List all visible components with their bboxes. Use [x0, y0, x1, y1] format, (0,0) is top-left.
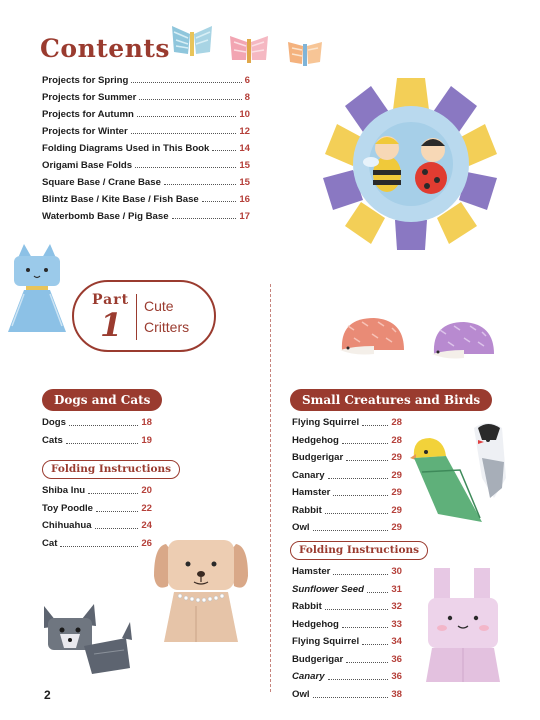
- project-list: [42, 414, 152, 449]
- list-item[interactable]: Chihuahua 24: [42, 517, 152, 535]
- list-item[interactable]: Budgerigar 29: [292, 449, 402, 467]
- toc-item[interactable]: Origami Base Folds 15: [42, 157, 250, 174]
- rabbit-illustration: [420, 564, 506, 688]
- list-item[interactable]: Sunflower Seed 31: [292, 581, 402, 599]
- instructions-heading: Folding Instructions: [42, 460, 180, 479]
- list-item[interactable]: Flying Squirrel 34: [292, 633, 402, 651]
- list-item[interactable]: Cat 26: [42, 535, 152, 553]
- toc-item[interactable]: Projects for Summer 8: [42, 89, 250, 106]
- list-item[interactable]: Owl 29: [292, 519, 402, 537]
- list-item[interactable]: Budgerigar 36: [292, 651, 402, 669]
- project-list: [292, 414, 402, 537]
- toc-item[interactable]: Projects for Winter 12: [42, 123, 250, 140]
- list-item[interactable]: Hamster 29: [292, 484, 402, 502]
- butterfly-icon: [284, 36, 326, 70]
- wreath-illustration: [318, 76, 504, 252]
- toc-item[interactable]: Blintz Base / Kite Base / Fish Base 16: [42, 191, 250, 208]
- cat-illustration: [4, 244, 70, 340]
- dog-illustration: [150, 536, 252, 646]
- toc-item[interactable]: Square Base / Crane Base 15: [42, 174, 250, 191]
- toc-item[interactable]: Projects for Autumn 10: [42, 106, 250, 123]
- list-item[interactable]: Canary 29: [292, 467, 402, 485]
- list-item[interactable]: Hamster 30: [292, 563, 402, 581]
- bird-illustration: [408, 418, 524, 530]
- hedgehog-illustration: [424, 318, 500, 364]
- page-number: 2: [44, 688, 51, 702]
- toc-item[interactable]: Waterbomb Base / Pig Base 17: [42, 208, 250, 225]
- divider: [136, 294, 137, 340]
- part-badge: [72, 280, 216, 352]
- part-label: Part: [92, 292, 130, 308]
- list-item[interactable]: Shiba Inu 20: [42, 482, 152, 500]
- list-item[interactable]: Hedgehog 33: [292, 616, 402, 634]
- list-item[interactable]: Rabbit 32: [292, 598, 402, 616]
- list-item[interactable]: Canary 36: [292, 668, 402, 686]
- table-of-contents: [42, 72, 250, 225]
- list-item[interactable]: Flying Squirrel 28: [292, 414, 402, 432]
- list-item[interactable]: Rabbit 29: [292, 502, 402, 520]
- butterfly-icon: [168, 22, 216, 62]
- chihuahua-illustration: [38, 598, 134, 678]
- part-title: Cute Critters: [144, 298, 190, 335]
- page-title: Contents: [40, 34, 171, 63]
- list-item[interactable]: Hedgehog 28: [292, 432, 402, 450]
- toc-item[interactable]: Folding Diagrams Used in This Book 14: [42, 140, 250, 157]
- divider: [270, 284, 271, 692]
- instructions-list: [42, 482, 152, 552]
- part-number: 1: [100, 306, 123, 344]
- hedgehog-illustration: [334, 314, 410, 360]
- toc-item[interactable]: Projects for Spring 6: [42, 72, 250, 89]
- instructions-heading: Folding Instructions: [290, 541, 428, 560]
- list-item[interactable]: Owl 38: [292, 686, 402, 704]
- instructions-list: [292, 563, 402, 703]
- section-heading: Dogs and Cats: [42, 389, 162, 411]
- list-item[interactable]: Toy Poodle 22: [42, 500, 152, 518]
- list-item[interactable]: Cats 19: [42, 432, 152, 450]
- list-item[interactable]: Dogs 18: [42, 414, 152, 432]
- butterfly-icon: [226, 30, 272, 68]
- section-heading: Small Creatures and Birds: [290, 389, 492, 411]
